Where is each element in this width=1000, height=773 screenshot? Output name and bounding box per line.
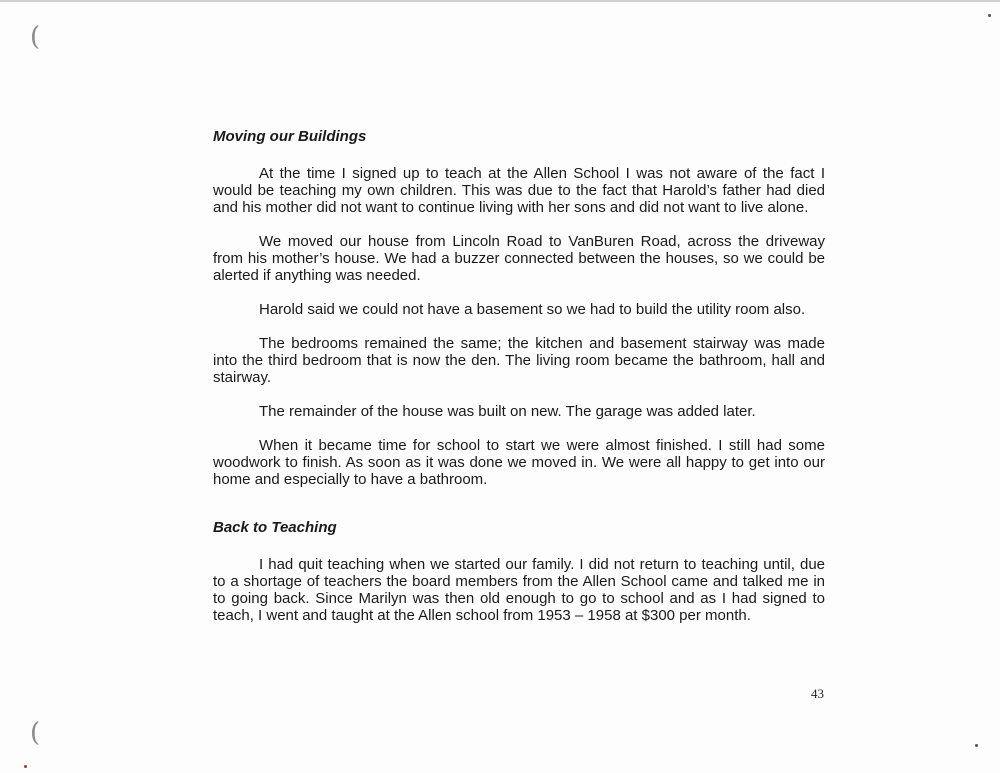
paragraph: At the time I signed up to teach at the Allen School I was not aware of the fact I would be teaching my own children. This was due to the fact that Harold’s father had died and his mother did not want to continue living with her sons and did not want to live alone. [213,165,825,216]
scan-speck [988,14,991,17]
paragraph: Harold said we could not have a basement so we had to build the utility room also. [259,301,806,318]
scan-speck [24,765,27,768]
scan-speck [975,744,978,747]
paragraph: We moved our house from Lincoln Road to VanBuren Road, across the driveway from his mother’s house. We had a buzzer connected between the houses, so we could be alerted if anything was needed. [213,233,825,284]
binder-hole-mark-bottom: ( [30,718,41,748]
paragraph: When it became time for school to start we were almost finished. I still had some woodwork to finish. As soon as it was done we moved in. We were all happy to get into our home and especially to have a bathroom. [213,437,825,488]
section-heading-moving: Moving our Buildings [213,128,367,145]
page-number: 43 [811,686,824,701]
section-heading-teaching: Back to Teaching [213,519,337,536]
binder-hole-mark-top: ( [30,22,41,52]
paragraph: The bedrooms remained the same; the kitchen and basement stairway was made into the third bedroom that is now the den. The living room became the bathroom, hall and stairway. [213,335,825,386]
paragraph: I had quit teaching when we started our family. I did not return to teaching until, due to a shortage of teachers the board members from the Allen School came and talked me in to going back. Since Marilyn was then old enough to go to school and as I had signed to teach, I went and taught at the Allen school from 1953 – 1958 at $300 per month. [213,556,825,624]
paragraph: The remainder of the house was built on new. The garage was added later. [259,403,756,420]
page-top-edge [0,0,1000,2]
document-body [213,128,825,624]
